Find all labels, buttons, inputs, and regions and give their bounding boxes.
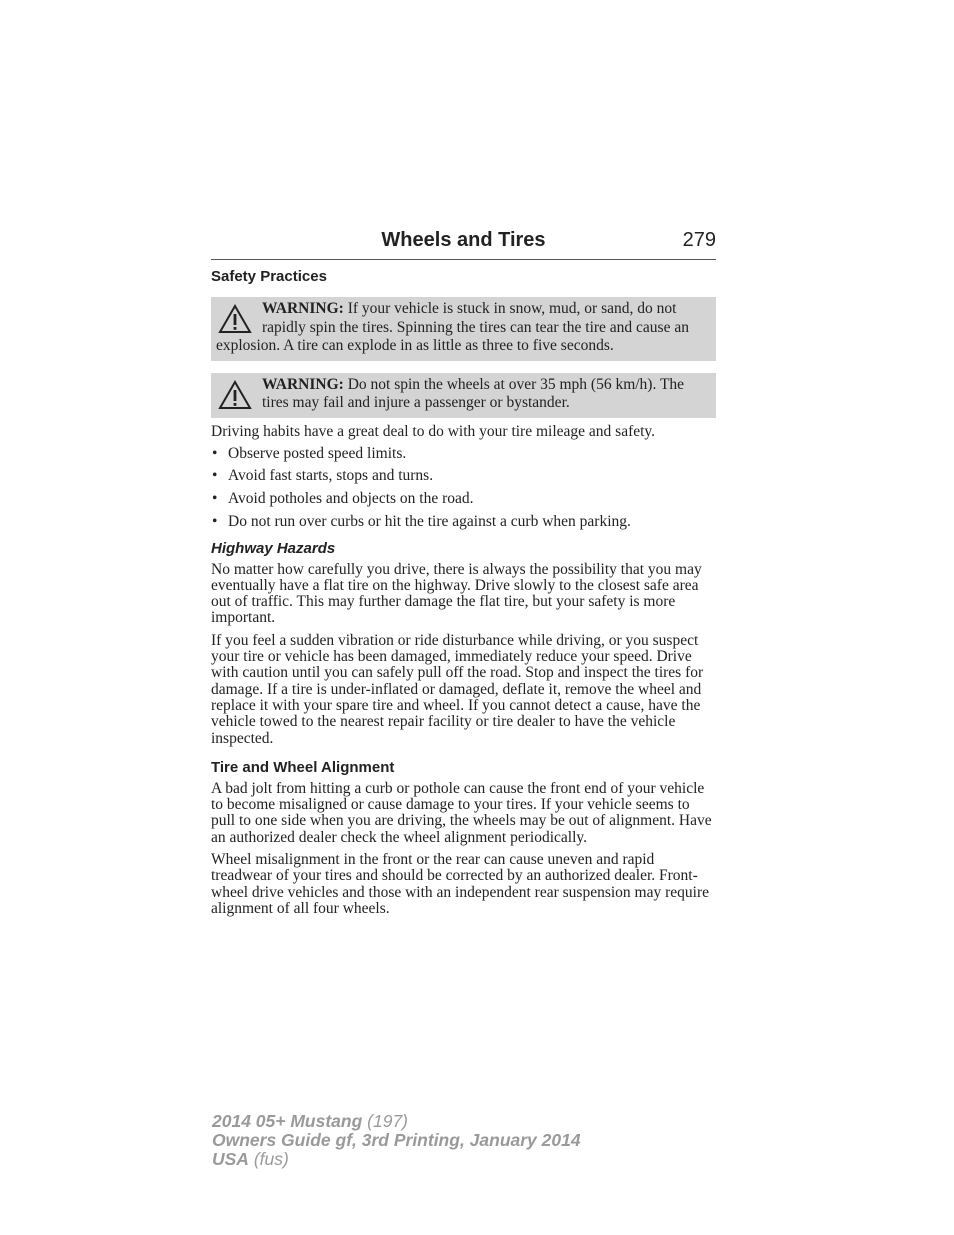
paragraph: A bad jolt from hitting a curb or pothole can cause the front end of your vehicle to become misaligned or cause damage to your tires. If your vehicle seems to pull to one side when you are driving, the wheels may be out of alignment. Have an authorized dealer check the wheel alignment periodically. [211, 779, 712, 846]
bullet-icon: • [212, 444, 218, 462]
section-heading-highway: Highway Hazards [211, 539, 336, 557]
bullet-icon: • [212, 512, 218, 530]
bullet-list [211, 446, 716, 530]
warning-text: If your vehicle is stuck in snow, mud, or sand, do not rapidly spin the tires. Spinning the tires can tear the tire and cause an explosion. A tire can explode in as little as three to five seconds. [216, 300, 689, 354]
page-content [211, 229, 716, 923]
page-number: 279 [682, 229, 716, 251]
warning-triangle-icon [218, 304, 252, 334]
paragraph: Wheel misalignment in the front or the rear can cause uneven and rapid treadwear of your tires and should be corrected by an authorized dealer. Front-wheel drive vehicles and those with an independent rear suspension may require alignment of all four wheels. [211, 851, 709, 917]
footer-line: Owners Guide gf, 3rd Printing, January 2014 [212, 1130, 581, 1150]
list-item: • Do not run over curbs or hit the tire against a curb when parking. [212, 512, 631, 530]
print-footer [212, 1112, 581, 1169]
footer-line: USA (fus) [212, 1149, 289, 1169]
list-item: • Avoid potholes and objects on the road. [212, 489, 474, 507]
section-heading-alignment: Tire and Wheel Alignment [211, 758, 395, 776]
section-heading-safety: Safety Practices [211, 268, 327, 285]
page-header [211, 229, 716, 260]
warning-box [211, 373, 716, 418]
warning-label: WARNING: [262, 375, 344, 393]
paragraph: No matter how carefully you drive, there is always the possibility that you may eventually have a flat tire on the highway. Drive slowly to the closest safe area out of traffic. This may further damage the flat tire, but your safety is more important. [211, 560, 702, 627]
list-item: • Avoid fast starts, stops and turns. [212, 467, 434, 485]
bullet-icon: • [212, 467, 218, 485]
footer-line: 2014 05+ Mustang (197) [212, 1111, 409, 1131]
list-item: • Observe posted speed limits. [212, 444, 407, 462]
warning-box [211, 297, 716, 361]
paragraph: Driving habits have a great deal to do with your tire mileage and safety. [211, 422, 656, 440]
warning-triangle-icon [218, 380, 252, 410]
bullet-icon: • [212, 489, 218, 507]
warning-text: Do not spin the wheels at over 35 mph (56 km/h). The tires may fail and injure a passenger or bystander. [262, 375, 685, 411]
paragraph: If you feel a sudden vibration or ride disturbance while driving, or you suspect your tire or vehicle has been damaged, immediately reduce your speed. Drive with caution until you can safely pull off the road. Stop and inspect the tires for damage. If a tire is under-inflated or damaged, deflate it, remove the wheel and replace it with your spare tire and wheel. If you cannot detect a cause, have the vehicle towed to the nearest repair facility or tire dealer to have the vehicle inspected. [211, 631, 704, 747]
warning-label: WARNING: [262, 300, 344, 317]
chapter-title: Wheels and Tires [381, 229, 546, 251]
